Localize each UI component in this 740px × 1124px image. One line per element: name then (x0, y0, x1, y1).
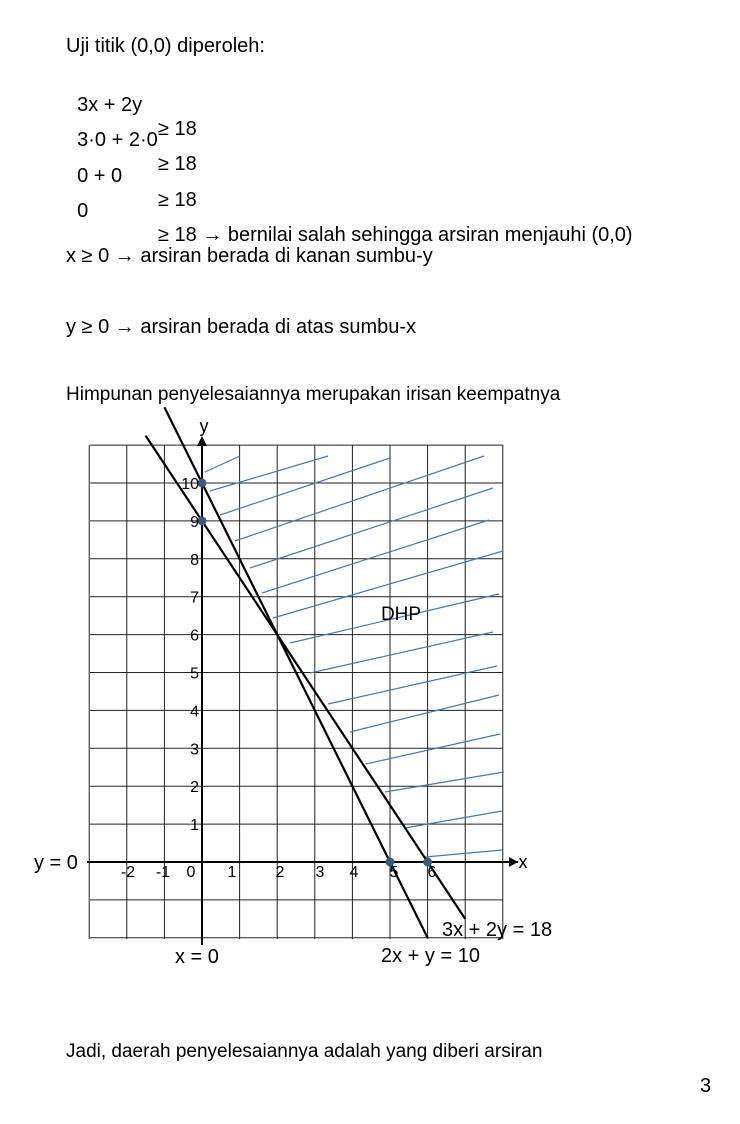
x-tick-label: 6 (427, 864, 437, 881)
hatch-line (366, 734, 500, 764)
condition-x: x ≥ 0 → arsiran berada di kanan sumbu-y (66, 245, 433, 267)
x-tick-label: 2 (275, 864, 285, 881)
y-equals-zero-label: y = 0 (34, 852, 78, 874)
hatch-line (328, 666, 497, 704)
x-tick-label: 0 (186, 864, 196, 881)
hatch-line (350, 695, 499, 732)
y-tick-label: 10 (181, 476, 199, 493)
step-left: 3x + 2y (77, 94, 143, 116)
x-tick-label: -1 (155, 864, 171, 881)
equation-label-2: 2x + y = 10 (381, 945, 480, 967)
x-tick-label: 5 (389, 864, 399, 881)
graph-labels (34, 416, 552, 968)
condition-y: y ≥ 0 → arsiran berada di atas sumbu-x (66, 316, 417, 338)
y-axis-label: y (199, 416, 209, 436)
conclusion-text: Jadi, daerah penyelesaiannya adalah yang diberi arsiran (66, 1041, 543, 1062)
x-axis-label: x (518, 852, 528, 872)
x-tick-label: 1 (227, 864, 237, 881)
equation-label-1: 3x + 2y = 18 (442, 919, 553, 941)
tick-labels (121, 476, 437, 881)
hatch-line (220, 458, 390, 515)
x-tick-label: -2 (120, 864, 136, 881)
shading-hatch (205, 456, 504, 857)
step-left: 3·0 + 2·0 (77, 129, 158, 151)
hatch-line (385, 772, 504, 792)
y-tick-label: 5 (190, 665, 199, 683)
x-equals-zero-label: x = 0 (175, 946, 219, 968)
x-tick-label: 4 (349, 864, 359, 881)
y-axis-arrow (197, 436, 207, 446)
x-tick-label: 3 (315, 864, 325, 881)
step-left: 0 (77, 200, 89, 222)
region-label: DHP (380, 604, 422, 625)
intersection-note: Himpunan penyelesaiannya merupakan irisan keempatnya (66, 384, 561, 405)
y-tick-label: 7 (190, 589, 199, 607)
x-axis-arrow (509, 857, 518, 867)
y-tick-label: 1 (190, 817, 199, 835)
page-number: 3 (700, 1075, 712, 1097)
step-right: ≥ 18 (158, 118, 197, 140)
step-right: ≥ 18 (158, 153, 197, 175)
hatch-line (262, 520, 489, 593)
intro-text: Uji titik (0,0) diperoleh: (66, 35, 265, 57)
hatch-line (405, 811, 502, 828)
y-tick-label: 4 (190, 703, 199, 721)
y-tick-label: 8 (190, 551, 199, 569)
step-right: ≥ 18 → bernilai salah sehingga arsiran menjauhi (0,0) (158, 224, 633, 246)
y-tick-label: 2 (190, 779, 199, 797)
y-tick-label: 9 (190, 513, 199, 531)
step-right: ≥ 18 (158, 189, 197, 211)
y-tick-label: 3 (190, 741, 199, 759)
grid (89, 445, 503, 939)
step-left: 0 + 0 (77, 165, 123, 187)
axes (87, 436, 518, 945)
hatch-line (250, 488, 493, 568)
hatch-line (205, 456, 240, 472)
hatch-line (425, 850, 502, 857)
y-tick-label: 6 (190, 627, 199, 645)
